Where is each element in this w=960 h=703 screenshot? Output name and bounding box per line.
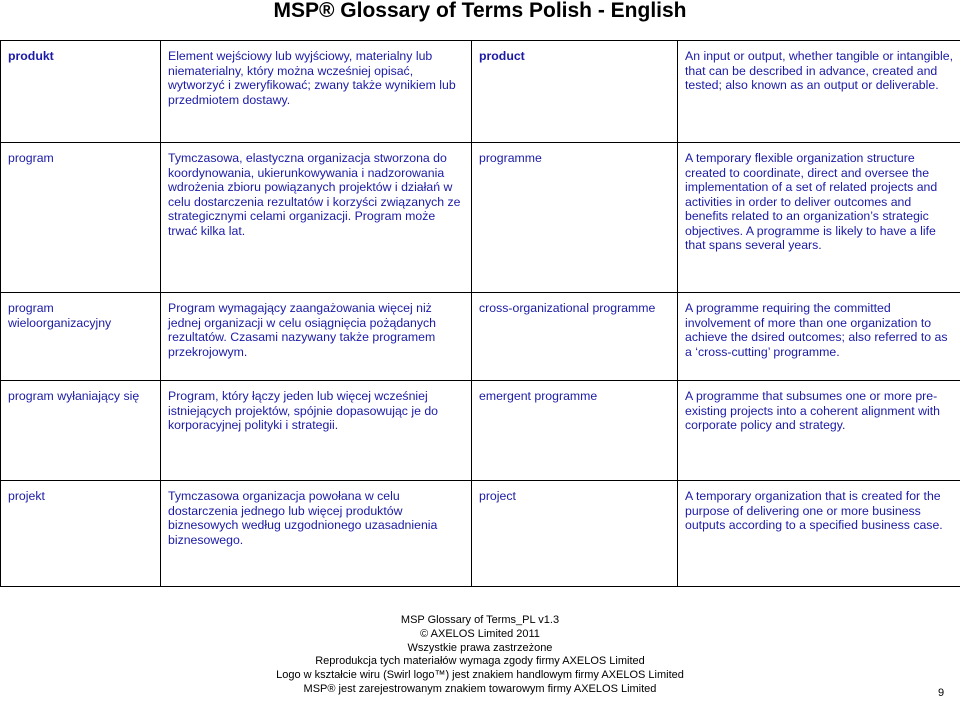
english-term: product xyxy=(472,41,678,143)
page-footer xyxy=(0,614,960,697)
polish-term: program xyxy=(1,143,161,293)
footer-copyright: © AXELOS Limited 2011 xyxy=(420,627,540,640)
polish-definition: Program, który łączy jeden lub więcej wcześniej istniejących projektów, spójnie dopasowując je do korporacyjnej polityki i strategii. xyxy=(161,381,472,481)
polish-definition: Program wymagający zaangażowania więcej niż jednej organizacji w celu osiągnięcia pożądanych rezultatów. Czasami nazywany także programem przekrojowym. xyxy=(161,293,472,381)
english-definition: An input or output, whether tangible or intangible, that can be described in advance, created and tested; also known as an output or deliverable. xyxy=(678,41,960,143)
glossary-table xyxy=(0,40,960,587)
footer-trademark-swirl: Logo w kształcie wiru (Swirl logo™) jest znakiem handlowym firmy AXELOS Limited xyxy=(276,669,684,682)
footer-rights: Wszystkie prawa zastrzeżone xyxy=(407,641,553,654)
english-definition: A programme that subsumes one or more pre-existing projects into a coherent alignment with corporate policy and strategy. xyxy=(678,381,960,481)
english-term: cross-organizational programme xyxy=(472,293,678,381)
polish-definition: Element wejściowy lub wyjściowy, materialny lub niematerialny, który można wcześniej opisać, wytworzyć i zweryfikować; zwany także wynikiem lub przedmiotem dostawy. xyxy=(161,41,472,143)
polish-term: program wyłaniający się xyxy=(1,381,161,481)
english-definition: A temporary flexible organization structure created to coordinate, direct and oversee the implementation of a set of related projects and activities in order to deliver outcomes and benefits related to an organization’s strategic objectives. A programme is likely to have a life that spans several years. xyxy=(678,143,960,293)
table-row xyxy=(1,381,960,481)
english-definition: A temporary organization that is created for the purpose of delivering one or more business outputs according to a specified business case. xyxy=(678,481,960,587)
footer-document-version: MSP Glossary of Terms_PL v1.3 xyxy=(400,614,560,626)
footer-reproduction-notice: Reprodukcja tych materiałów wymaga zgody firmy AXELOS Limited xyxy=(315,655,645,668)
table-row xyxy=(1,481,960,587)
english-term: programme xyxy=(472,143,678,293)
footer-trademark-msp: MSP® jest zarejestrowanym znakiem towarowym firmy AXELOS Limited xyxy=(303,682,657,695)
table-row xyxy=(1,293,960,381)
english-definition: A programme requiring the committed involvement of more than one organization to achieve the dsired outcomes; also referred to as a ‘cross-cutting’ programme. xyxy=(678,293,960,381)
english-term: emergent programme xyxy=(472,381,678,481)
polish-term: projekt xyxy=(1,481,161,587)
page-number: 9 xyxy=(938,687,945,699)
table-row xyxy=(1,41,960,143)
polish-term: produkt xyxy=(1,41,161,143)
english-term: project xyxy=(472,481,678,587)
polish-definition: Tymczasowa, elastyczna organizacja stworzona do koordynowania, ukierunkowywania i nadzorowania wdrożenia zbioru powiązanych projektów i działań w celu dostarczenia rezultatów i korzyści związanych ze strategicznymi celami organizacji. Program może trwać kilka lat. xyxy=(161,143,472,293)
polish-definition: Tymczasowa organizacja powołana w celu dostarczenia jednego lub więcej produktów biznesowych według uzgodnionego uzasadnienia biznesowego. xyxy=(161,481,472,587)
polish-term: program wieloorganizacyjny xyxy=(1,293,161,381)
table-row xyxy=(1,143,960,293)
page-title: MSP® Glossary of Terms Polish - English xyxy=(273,0,687,22)
